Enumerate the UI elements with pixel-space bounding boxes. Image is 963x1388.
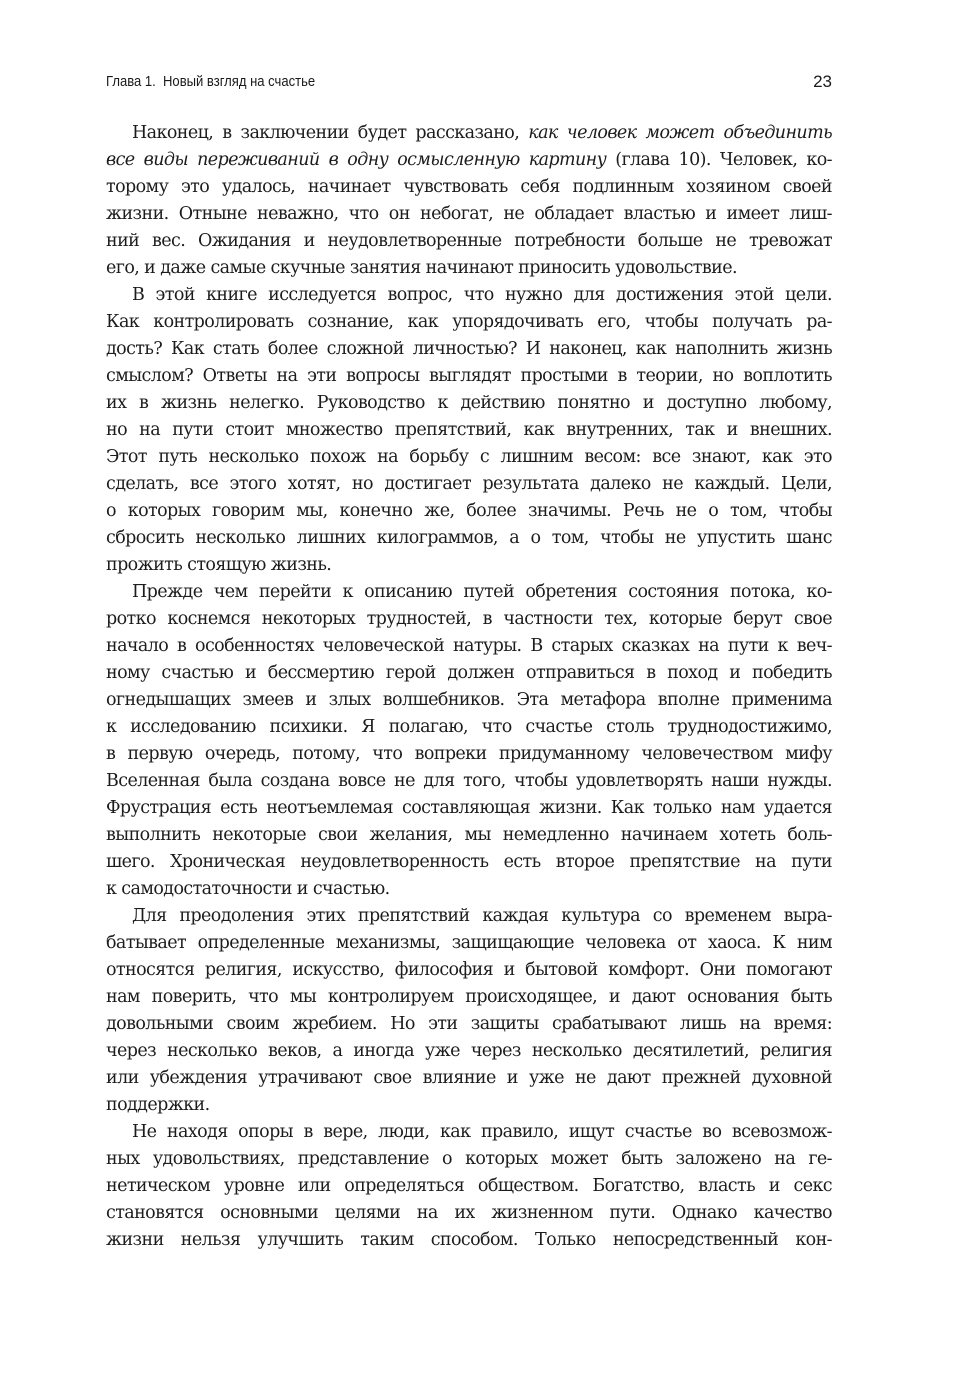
- text-run: нам поверить, что мы контролируем происходящее, и дают основания быть: [106, 987, 832, 1007]
- text-run: относятся религия, искусство, философия и бытовой комфорт. Они помогают: [106, 960, 832, 980]
- text-line: [106, 228, 832, 255]
- text-line: [106, 714, 832, 741]
- text-run: батывает определенные механизмы, защищающие человека от хаоса. К ним: [106, 933, 832, 953]
- text-run: Как контролировать сознание, как упорядочивать его, чтобы получать ра-: [106, 312, 832, 332]
- text-line: [106, 795, 832, 822]
- text-line: [106, 579, 832, 606]
- text-line: [106, 768, 832, 795]
- text-line: [106, 876, 832, 903]
- text-line: [106, 1092, 832, 1119]
- text-run: выполнить некоторые свои желания, мы немедленно начинаем хотеть боль-: [106, 825, 832, 845]
- text-line: [106, 1119, 832, 1146]
- text-run: в первую очередь, потому, что вопреки придуманному человечеством мифу: [106, 744, 832, 764]
- text-run: о которых говорим мы, конечно же, более значимы. Речь не о том, чтобы: [106, 501, 832, 521]
- text-run: но на пути стоит множество препятствий, как внутренних, так и внешних.: [106, 420, 832, 440]
- text-line: [106, 1038, 832, 1065]
- text-line: [106, 120, 832, 147]
- text-run: становятся основными целями на их жизненном пути. Однако качество: [106, 1203, 832, 1223]
- running-head: [106, 74, 759, 96]
- page-number: 23: [813, 72, 832, 91]
- text-run: огнедышащих змеев и злых волшебников. Эта метафора вполне применима: [106, 690, 832, 710]
- text-line: [106, 498, 832, 525]
- text-run: ротко коснемся некоторых трудностей, в частности тех, которые берут свое: [106, 609, 832, 629]
- text-line: [106, 1146, 832, 1173]
- italic-text: как человек может объединить: [528, 123, 833, 143]
- text-line: [106, 1200, 832, 1227]
- text-run: Фрустрация есть неотъемлемая составляющая жизни. Как только нам удается: [106, 798, 832, 818]
- italic-text: все виды переживаний в одну осмысленную картину: [106, 150, 607, 170]
- text-run: их в жизнь нелегко. Руководство к действию понятно и доступно любому,: [106, 393, 832, 413]
- text-line: [106, 606, 832, 633]
- paragraph: [106, 282, 832, 579]
- text-line: [106, 309, 832, 336]
- text-line: [106, 957, 832, 984]
- text-line: [106, 633, 832, 660]
- text-run: смыслом? Ответы на эти вопросы выглядят простыми в теории, но воплотить: [106, 366, 832, 386]
- text-run: сделать, все этого хотят, но достигает результата далеко не каждый. Цели,: [106, 474, 832, 494]
- text-line: [106, 903, 832, 930]
- text-run: ний вес. Ожидания и неудовлетворенные потребности больше не тревожат: [106, 231, 832, 251]
- text-run: нетическом уровне или определяться обществом. Богатство, власть и секс: [106, 1176, 832, 1196]
- text-line: [106, 1011, 832, 1038]
- text-line: [106, 741, 832, 768]
- text-line: [106, 849, 832, 876]
- text-run: Наконец, в заключении будет рассказано,: [132, 123, 529, 143]
- text-run: Вселенная была создана вовсе не для того, чтобы удовлетворять наши нужды.: [106, 771, 832, 791]
- text-line: [106, 822, 832, 849]
- text-line: [106, 1065, 832, 1092]
- text-run: Прежде чем перейти к описанию путей обретения состояния потока, ко-: [132, 582, 832, 602]
- paragraph: [106, 1119, 832, 1254]
- text-line: [106, 552, 832, 579]
- text-line: [106, 336, 832, 363]
- text-run: довольными своим жребием. Но эти защиты срабатывают лишь на время:: [106, 1014, 832, 1034]
- text-line: [106, 174, 832, 201]
- text-line: [106, 282, 832, 309]
- text-run: В этой книге исследуется вопрос, что нужно для достижения этой цели.: [132, 285, 832, 305]
- text-run: жизни нельзя улучшить таким способом. Только непосредственный кон-: [106, 1230, 832, 1250]
- text-run: жизни. Отныне неважно, что он небогат, не обладает властью и имеет лиш-: [106, 204, 832, 224]
- text-line: [106, 147, 832, 174]
- text-run: ных удовольствиях, представление о которых может быть заложено на ге-: [106, 1149, 832, 1169]
- text-run: прожить стоящую жизнь.: [106, 555, 332, 575]
- text-run: (глава 10). Человек, ко-: [606, 150, 832, 170]
- text-run: начало в особенностях человеческой натуры. В старых сказках на пути к веч-: [106, 636, 832, 656]
- text-run: через несколько веков, а иногда уже через несколько десятилетий, религия: [106, 1041, 832, 1061]
- paragraph: [106, 579, 832, 903]
- text-run: к исследованию психики. Я полагаю, что счастье столь труднодостижимо,: [106, 717, 832, 737]
- text-run: поддержки.: [106, 1095, 210, 1115]
- paragraph: [106, 120, 832, 282]
- text-run: его, и даже самые скучные занятия начинают приносить удовольствие.: [106, 258, 737, 278]
- text-run: Для преодоления этих препятствий каждая культура со временем выра-: [132, 906, 832, 926]
- text-line: [106, 525, 832, 552]
- text-line: [106, 390, 832, 417]
- text-run: ному счастью и бессмертию герой должен отправиться в поход и победить: [106, 663, 832, 683]
- text-run: шего. Хроническая неудовлетворенность есть второе препятствие на пути: [106, 852, 832, 872]
- text-run: сбросить несколько лишних килограммов, а о том, чтобы не упустить шанс: [106, 528, 832, 548]
- text-run: торому это удалось, начинает чувствовать себя подлинным хозяином своей: [106, 177, 832, 197]
- text-line: [106, 444, 832, 471]
- text-line: [106, 417, 832, 444]
- text-run: Не находя опоры в вере, люди, как правило, ищут счастье во всевозмож-: [132, 1122, 832, 1142]
- text-run: к самодостаточности и счастью.: [106, 879, 390, 899]
- text-line: [106, 471, 832, 498]
- text-line: [106, 930, 832, 957]
- text-line: [106, 660, 832, 687]
- text-line: [106, 984, 832, 1011]
- text-line: [106, 687, 832, 714]
- body-text: [106, 120, 832, 1254]
- text-line: [106, 363, 832, 390]
- text-line: [106, 1227, 832, 1254]
- text-run: или убеждения утрачивают свое влияние и уже не дают прежней духовной: [106, 1068, 832, 1088]
- text-line: [106, 255, 832, 282]
- text-run: Этот путь несколько похож на борьбу с лишним весом: все знают, как это: [106, 447, 832, 467]
- chapter-title: Глава 1. Новый взгляд на счастье: [106, 74, 316, 90]
- text-run: дость? Как стать более сложной личностью? И наконец, как наполнить жизнь: [106, 339, 832, 359]
- paragraph: [106, 903, 832, 1119]
- text-line: [106, 201, 832, 228]
- text-line: [106, 1173, 832, 1200]
